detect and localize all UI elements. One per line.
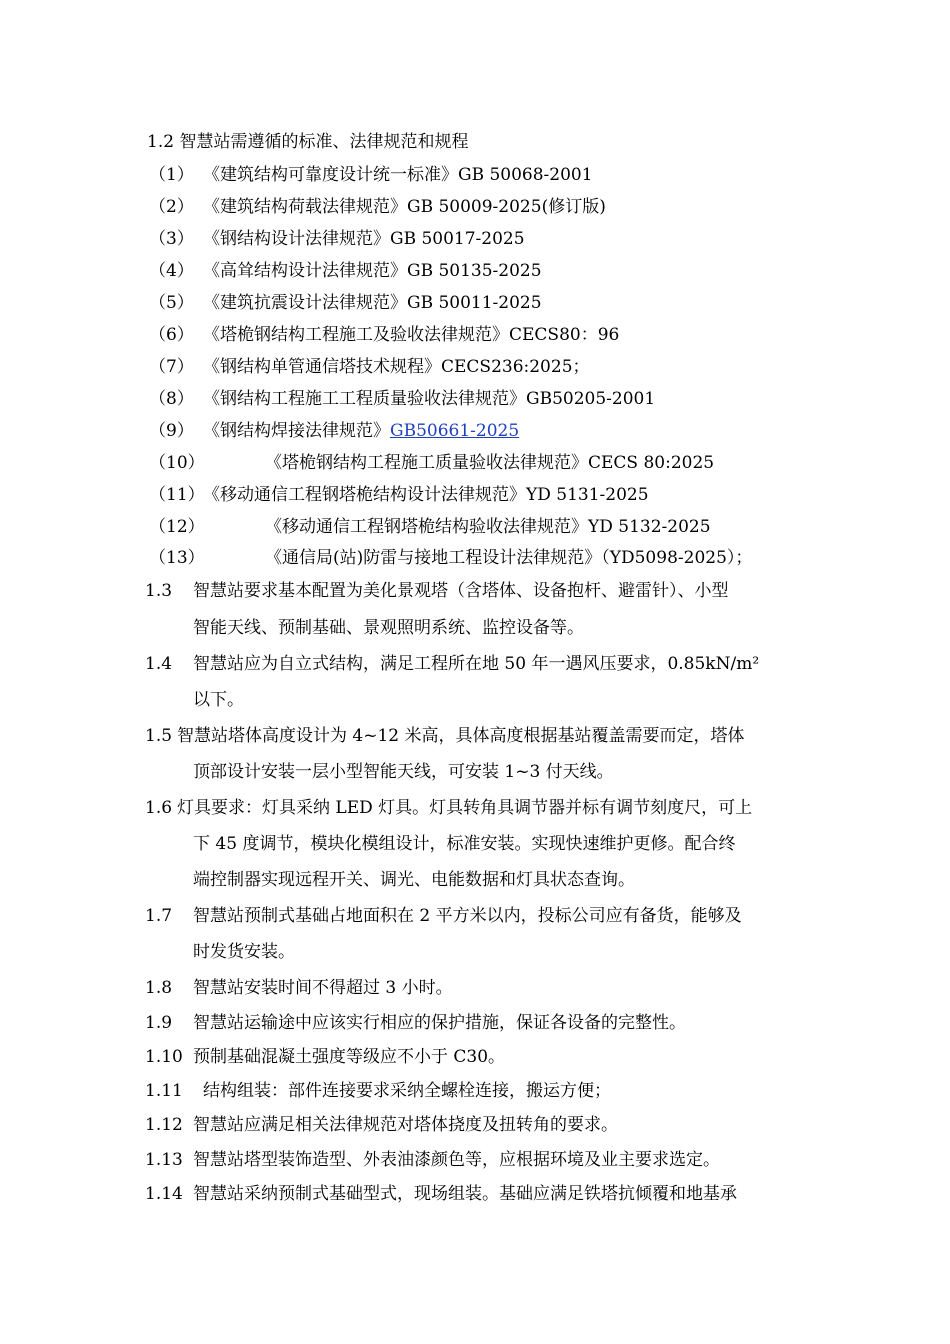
standard-name: 《建筑结构荷载法律规范》GB 50009-2025(修订版): [203, 197, 606, 217]
standard-item: [149, 452, 714, 474]
standard-item: [149, 547, 752, 569]
item-text: 以下。: [193, 690, 244, 710]
standard-number: （10）: [149, 453, 205, 473]
standard-number: （11）: [149, 485, 205, 505]
standard-name: 《移动通信工程钢塔桅结构设计法律规范》YD 5131-2025: [203, 485, 649, 505]
standard-name: 《通信局(站)防雷与接地工程设计法律规范》（YD5098-2025）；: [265, 548, 753, 568]
standard-name: 《钢结构设计法律规范》GB 50017-2025: [203, 229, 525, 249]
requirement-item: [145, 653, 759, 675]
standard-number: （12）: [149, 517, 205, 537]
item-number: 1.7: [145, 906, 173, 926]
standard-name: 《建筑结构可靠度设计统一标准》GB 50068-2001: [203, 165, 593, 185]
standard-code-link[interactable]: GB50661-2025: [390, 421, 520, 441]
item-text: 智慧站要求基本配置为美化景观塔（含塔体、设备抱杆、避雷针）、小型: [193, 581, 729, 601]
item-text: 智慧站塔型装饰造型、外表油漆颜色等，应根据环境及业主要求选定。: [193, 1150, 720, 1170]
section-heading: 1.2 智慧站需遵循的标准、法律规范和规程: [147, 132, 469, 152]
item-text: 智慧站采纳预制式基础型式，现场组装。基础应满足铁塔抗倾覆和地基承: [193, 1184, 737, 1204]
standard-item: [149, 196, 606, 218]
item-text: 智慧站应为自立式结构，满足工程所在地 50 年一遇风压要求，0.85kN/m²: [193, 654, 760, 674]
item-text: 智慧站预制式基础占地面积在 2 平方米以内，投标公司应有备货，能够及: [193, 906, 742, 926]
requirement-item: [145, 1149, 720, 1171]
standard-number: （1）: [149, 165, 194, 185]
standard-number: （13）: [149, 548, 205, 568]
item-number: 1.10: [145, 1047, 183, 1067]
item-text: 智慧站运输途中应该实行相应的保护措施，保证各设备的完整性。: [193, 1013, 686, 1033]
item-text: 预制基础混凝土强度等级应不小于 C30。: [193, 1047, 506, 1067]
standard-number: （3）: [149, 229, 194, 249]
standard-item: [149, 228, 525, 250]
standard-name: 《钢结构焊接法律规范》: [203, 421, 390, 441]
standard-item: [149, 260, 542, 282]
item-text: 时发货安装。: [193, 942, 295, 962]
item-text: 灯具要求：灯具采纳 LED 灯具。灯具转角具调节器并标有调节刻度尺，可上: [177, 798, 753, 818]
item-text: 智能天线、预制基础、景观照明系统、监控设备等。: [193, 618, 584, 638]
standard-name: 《建筑抗震设计法律规范》GB 50011-2025: [203, 293, 542, 313]
standard-name: 《钢结构工程施工工程质量验收法律规范》GB50205-2001: [203, 389, 656, 409]
item-number: 1.9: [145, 1013, 173, 1033]
standard-number: （9）: [149, 421, 194, 441]
standard-number: （8）: [149, 389, 194, 409]
requirement-item: [145, 977, 453, 999]
standard-item: [149, 164, 593, 186]
item-text: 结构组装：部件连接要求采纳全螺栓连接，搬运方便；: [203, 1081, 611, 1101]
standard-number: （6）: [149, 325, 194, 345]
standard-name: 《移动通信工程钢塔桅结构验收法律规范》YD 5132-2025: [265, 517, 711, 537]
standard-item: [149, 292, 542, 314]
standard-name: 《高耸结构设计法律规范》GB 50135-2025: [203, 261, 542, 281]
standard-number: （5）: [149, 293, 194, 313]
requirement-item: [145, 1183, 737, 1205]
item-number: 1.5: [145, 726, 173, 746]
item-text: 智慧站塔体高度设计为 4~12 米高，具体高度根据基站覆盖需要而定，塔体: [177, 726, 745, 746]
item-text: 端控制器实现远程开关、调光、电能数据和灯具状态查询。: [193, 870, 635, 890]
standard-number: （2）: [149, 197, 194, 217]
standard-item: [149, 516, 711, 538]
item-text: 下 45 度调节，模块化模组设计，标准安装。实现快速维护更修。配合终: [193, 834, 736, 854]
item-number: 1.11: [145, 1081, 183, 1101]
standard-item: [149, 356, 590, 378]
requirement-item: [145, 1012, 686, 1034]
standard-item: [149, 388, 655, 410]
item-number: 1.6: [145, 798, 173, 818]
standard-name: 《钢结构单管通信塔技术规程》CECS236:2025；: [203, 357, 590, 377]
requirement-item: [145, 580, 729, 602]
requirement-item: [145, 1114, 618, 1136]
requirement-item: [145, 725, 745, 747]
standard-item: [149, 420, 519, 442]
requirement-item: [145, 1080, 611, 1102]
standard-number: （4）: [149, 261, 194, 281]
item-number: 1.4: [145, 654, 173, 674]
standard-name: 《塔桅钢结构工程施工及验收法律规范》CECS80：96: [203, 325, 620, 345]
requirement-item: [145, 905, 742, 927]
standard-item: [149, 484, 649, 506]
item-text: 智慧站应满足相关法律规范对塔体挠度及扭转角的要求。: [193, 1115, 618, 1135]
item-number: 1.13: [145, 1150, 183, 1170]
requirement-item: [145, 797, 752, 819]
item-number: 1.3: [145, 581, 173, 601]
requirement-item: [145, 1046, 505, 1068]
standard-number: （7）: [149, 357, 194, 377]
item-text: 顶部设计安装一层小型智能天线，可安装 1~3 付天线。: [193, 762, 614, 782]
standard-name: 《塔桅钢结构工程施工质量验收法律规范》CECS 80:2025: [265, 453, 715, 473]
item-number: 1.12: [145, 1115, 183, 1135]
item-number: 1.14: [145, 1184, 183, 1204]
item-number: 1.8: [145, 978, 173, 998]
standard-item: [149, 324, 619, 346]
item-text: 智慧站安装时间不得超过 3 小时。: [193, 978, 453, 998]
